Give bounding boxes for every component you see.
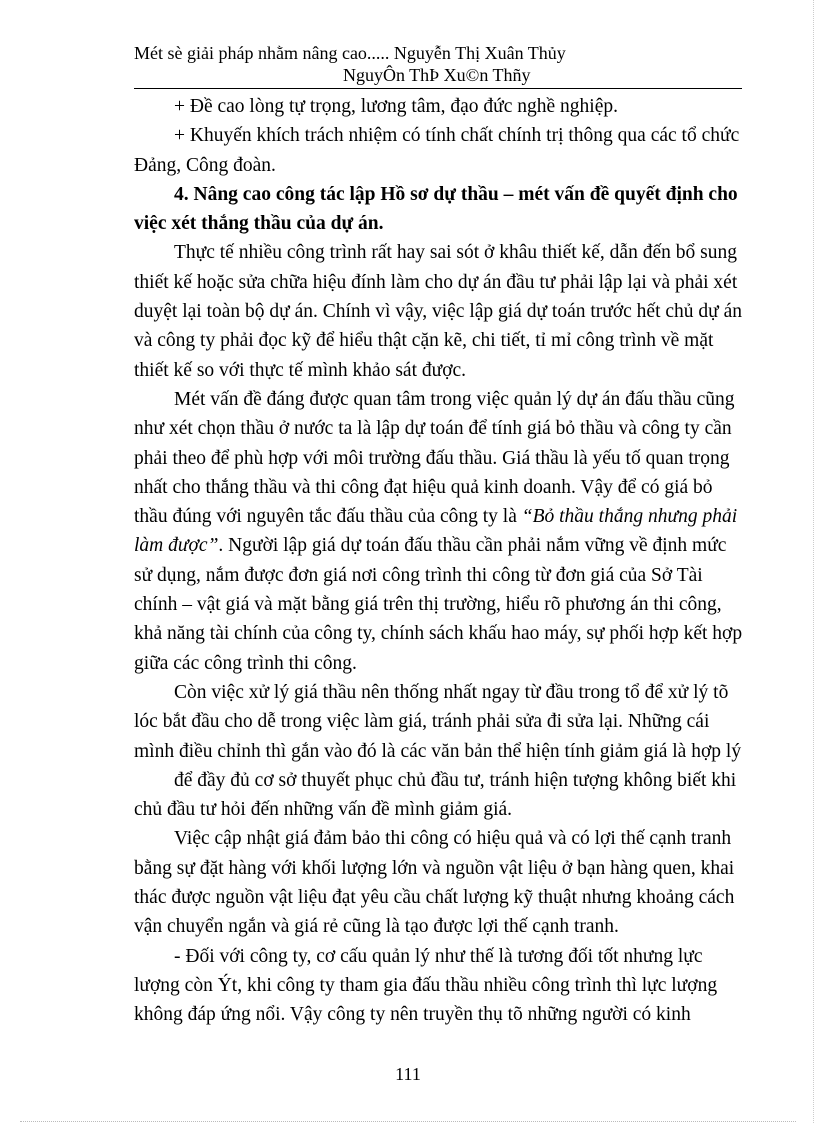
paragraph (134, 942, 740, 1030)
bullet-paragraph (134, 92, 740, 121)
text-line (134, 502, 740, 531)
text-line: lóc bắt đầu cho dễ trong việc làm giá, tránh phải sửa đi sửa lại. Những cái (134, 711, 710, 733)
text-line: chủ đầu tư hỏi đến những vấn đề mình giảm giá. (134, 799, 513, 821)
text-line: và công ty phải đọc kỹ để hiểu thật cặn kẽ, chi tiết, tỉ mỉ công trình về mặt (134, 330, 714, 352)
text-line: lượng còn Ýt, khi công ty tham gia đấu thầu nhiều công trình thì lực lượng (134, 974, 718, 996)
text-line: + Đề cao lòng tự trọng, lương tâm, đạo đức nghề nghiệp. (174, 96, 619, 117)
text-line: thiết kế hoặc sửa chữa hiệu đính làm cho dự án đầu tư phải lập lại và phải xét (134, 271, 738, 293)
text-line: sử dụng, nắm được đơn giá nơi công trình thi công từ đơn giá của Sở Tài (134, 564, 703, 586)
text-line (134, 531, 740, 560)
text-line: mình điều chỉnh thì gắn vào đó là các văn bản thể hiện tính giảm giá là hợp lý (134, 740, 742, 762)
text-line: thiết kế so với thực tế mình khảo sát được. (134, 359, 467, 381)
text-line: nhất cho thắng thầu và thi công đạt hiệu quả kinh doanh. Vậy để có giá bỏ (134, 476, 713, 498)
text-line: khả năng tài chính của công ty, chính sách khấu hao máy, sự phối hợp kết hợp (134, 623, 743, 645)
text-line: Còn việc xử lý giá thầu nên thống nhất ngay từ đầu trong tổ để xử lý tõ (174, 681, 729, 703)
heading-line: việc xét thắng thầu của dự án. (134, 213, 384, 235)
text-line: chính – vật giá và mặt bằng giá trên thị trường, hiểu rõ phương án thi công, (134, 594, 722, 616)
document-body (134, 92, 743, 1030)
text-line: giữa các công trình thi công. (134, 652, 357, 674)
header-author: NguyÔn ThÞ Xu©n Thñy (343, 65, 531, 85)
text-line: Thực tế nhiều công trình rất hay sai sót ở khâu thiết kế, dẫn đến bổ sung (174, 242, 737, 264)
quote-text: “Bỏ thầu thắng nhưng phải (521, 506, 738, 528)
text-line: Việc cập nhật giá đảm bảo thi công có hiệu quả và có lợi thế cạnh tranh (174, 828, 732, 850)
header-title: Mét sè giải pháp nhằm nâng cao..... Nguyễn Thị Xuân Thủy (134, 43, 566, 63)
running-header (134, 42, 742, 89)
text-line: Đảng, Công đoàn. (134, 154, 276, 176)
paragraph (134, 678, 740, 824)
text-line: + Khuyến khích trách nhiệm có tính chất chính trị thông qua các tổ chức (174, 125, 740, 147)
text-line: phải theo để phù hợp với môi trường đấu thầu. Giá thầu là yếu tố quan trọng (134, 447, 730, 469)
text-line: bằng sự đặt hàng với khối lượng lớn và nguồn vật liệu ở bạn hàng quen, khai (134, 857, 735, 879)
section-heading (134, 180, 740, 239)
text-line: duyệt lại toàn bộ dự án. Chính vì vậy, việc lập giá dự toán trước hết chủ dự án (134, 301, 743, 323)
page-bottom-rule (20, 1121, 796, 1122)
paragraph (134, 824, 740, 941)
text-line: Mét vấn đề đáng được quan tâm trong việc quản lý dự án đấu thầu cũng (174, 388, 735, 410)
text-fragment: . Người lập giá dự toán đấu thầu cần phải nắm vững về định mức (218, 535, 727, 557)
text-line: như xét chọn thầu ở nước ta là lập dự toán để tính giá bỏ thầu và công ty cần (134, 418, 732, 440)
text-fragment: thầu đúng với nguyên tắc đấu thầu của công ty là (134, 506, 517, 528)
paragraph (134, 238, 743, 384)
page-number: 111 (395, 1064, 421, 1084)
bullet-paragraph (134, 121, 740, 180)
text-line: để đầy đủ cơ sở thuyết phục chủ đầu tư, tránh hiện tượng không biết khi (174, 769, 737, 791)
text-line: thác được nguồn vật liệu đạt yêu cầu chất lượng kỹ thuật nhưng khoảng cách (134, 887, 735, 909)
text-line: vận chuyển ngắn và giá rẻ cũng là tạo được lợi thế cạnh tranh. (134, 916, 619, 938)
page-edge-rule (813, 0, 814, 1123)
text-line: - Đối với công ty, cơ cấu quản lý như thế là tương đối tốt nhưng lực (174, 945, 703, 967)
paragraph (134, 385, 743, 678)
text-line: không đáp ứng nổi. Vậy công ty nên truyền thụ tõ những người có kinh (134, 1004, 691, 1026)
quote-text: làm được” (134, 535, 219, 557)
heading-line: 4. Nâng cao công tác lập Hồ sơ dự thầu – mét vấn đề quyết định cho (174, 183, 738, 205)
